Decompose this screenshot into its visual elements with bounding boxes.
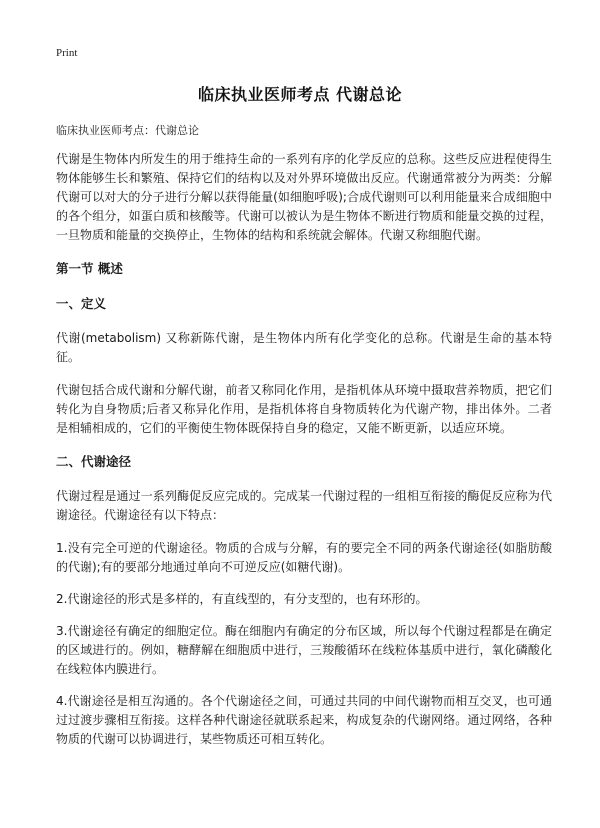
- page-subtitle: 临床执业医师考点：代谢总论: [56, 124, 199, 137]
- definition-paragraph-2: 代谢包括合成代谢和分解代谢，前者又称同化作用，是指机体从环境中摄取营养物质，把它们转化为自身物质;后者又称异化作用，是指机体将自身物质转化为代谢产物，排出体外。二者是相辅相成的，它们的平衡使生物体既保持自身的稳定，又能不断更新，以适应环境。: [56, 383, 552, 435]
- section-heading-overview: 第一节 概述: [56, 261, 123, 276]
- pathway-point-4: 4.代谢途径是相互沟通的。各个代谢途径之间，可通过共同的中间代谢物而相互交叉，也可通过过渡步骤相互衔接。这样各种代谢途径就联系起来，构成复杂的代谢网络。通过网络，各种物质的代谢可以协调进行，某些物质还可相互转化。: [56, 694, 552, 746]
- pathways-paragraph: 代谢过程是通过一系列酶促反应完成的。完成某一代谢过程的一组相互衔接的酶促反应称为代谢途径。代谢途径有以下特点：: [56, 489, 552, 522]
- article-body: [56, 150, 552, 762]
- subsection-heading-definition: 一、定义: [56, 296, 107, 311]
- subsection-heading-pathways: 二、代谢途径: [56, 454, 132, 469]
- intro-paragraph: 代谢是生物体内所发生的用于维持生命的一系列有序的化学反应的总称。这些反应进程使得生物体能够生长和繁殖、保持它们的结构以及对外界环境做出反应。代谢通常被分为两类：分解代谢可以对大的分子进行分解以获得能量(如细胞呼吸);合成代谢则可以利用能量来合成细胞中的各个组分，如蛋白质和核酸等。代谢可以被认为是生物体不断进行物质和能量交换的过程，一旦物质和能量的交换停止，生物体的结构和系统就会解体。代谢又称细胞代谢。: [56, 152, 552, 242]
- pathway-point-3: 3.代谢途径有确定的细胞定位。酶在细胞内有确定的分布区域，所以每个代谢过程都是在确定的区域进行的。例如，糖酵解在细胞质中进行，三羧酸循环在线粒体基质中进行，氧化磷酸化在线粒体内膜进行。: [56, 624, 552, 676]
- pathway-point-2: 2.代谢途径的形式是多样的，有直线型的，有分支型的，也有环形的。: [56, 592, 428, 606]
- definition-paragraph-1: 代谢(metabolism) 又称新陈代谢，是生物体内所有化学变化的总称。代谢是生命的基本特征。: [56, 331, 552, 364]
- print-link[interactable]: Print: [56, 47, 78, 59]
- page-title: 临床执业医师考点 代谢总论: [197, 85, 403, 104]
- pathway-point-1: 1.没有完全可逆的代谢途径。物质的合成与分解，有的要完全不同的两条代谢途径(如脂肪酸的代谢);有的要部分地通过单向不可逆反应(如糖代谢)。: [56, 541, 552, 574]
